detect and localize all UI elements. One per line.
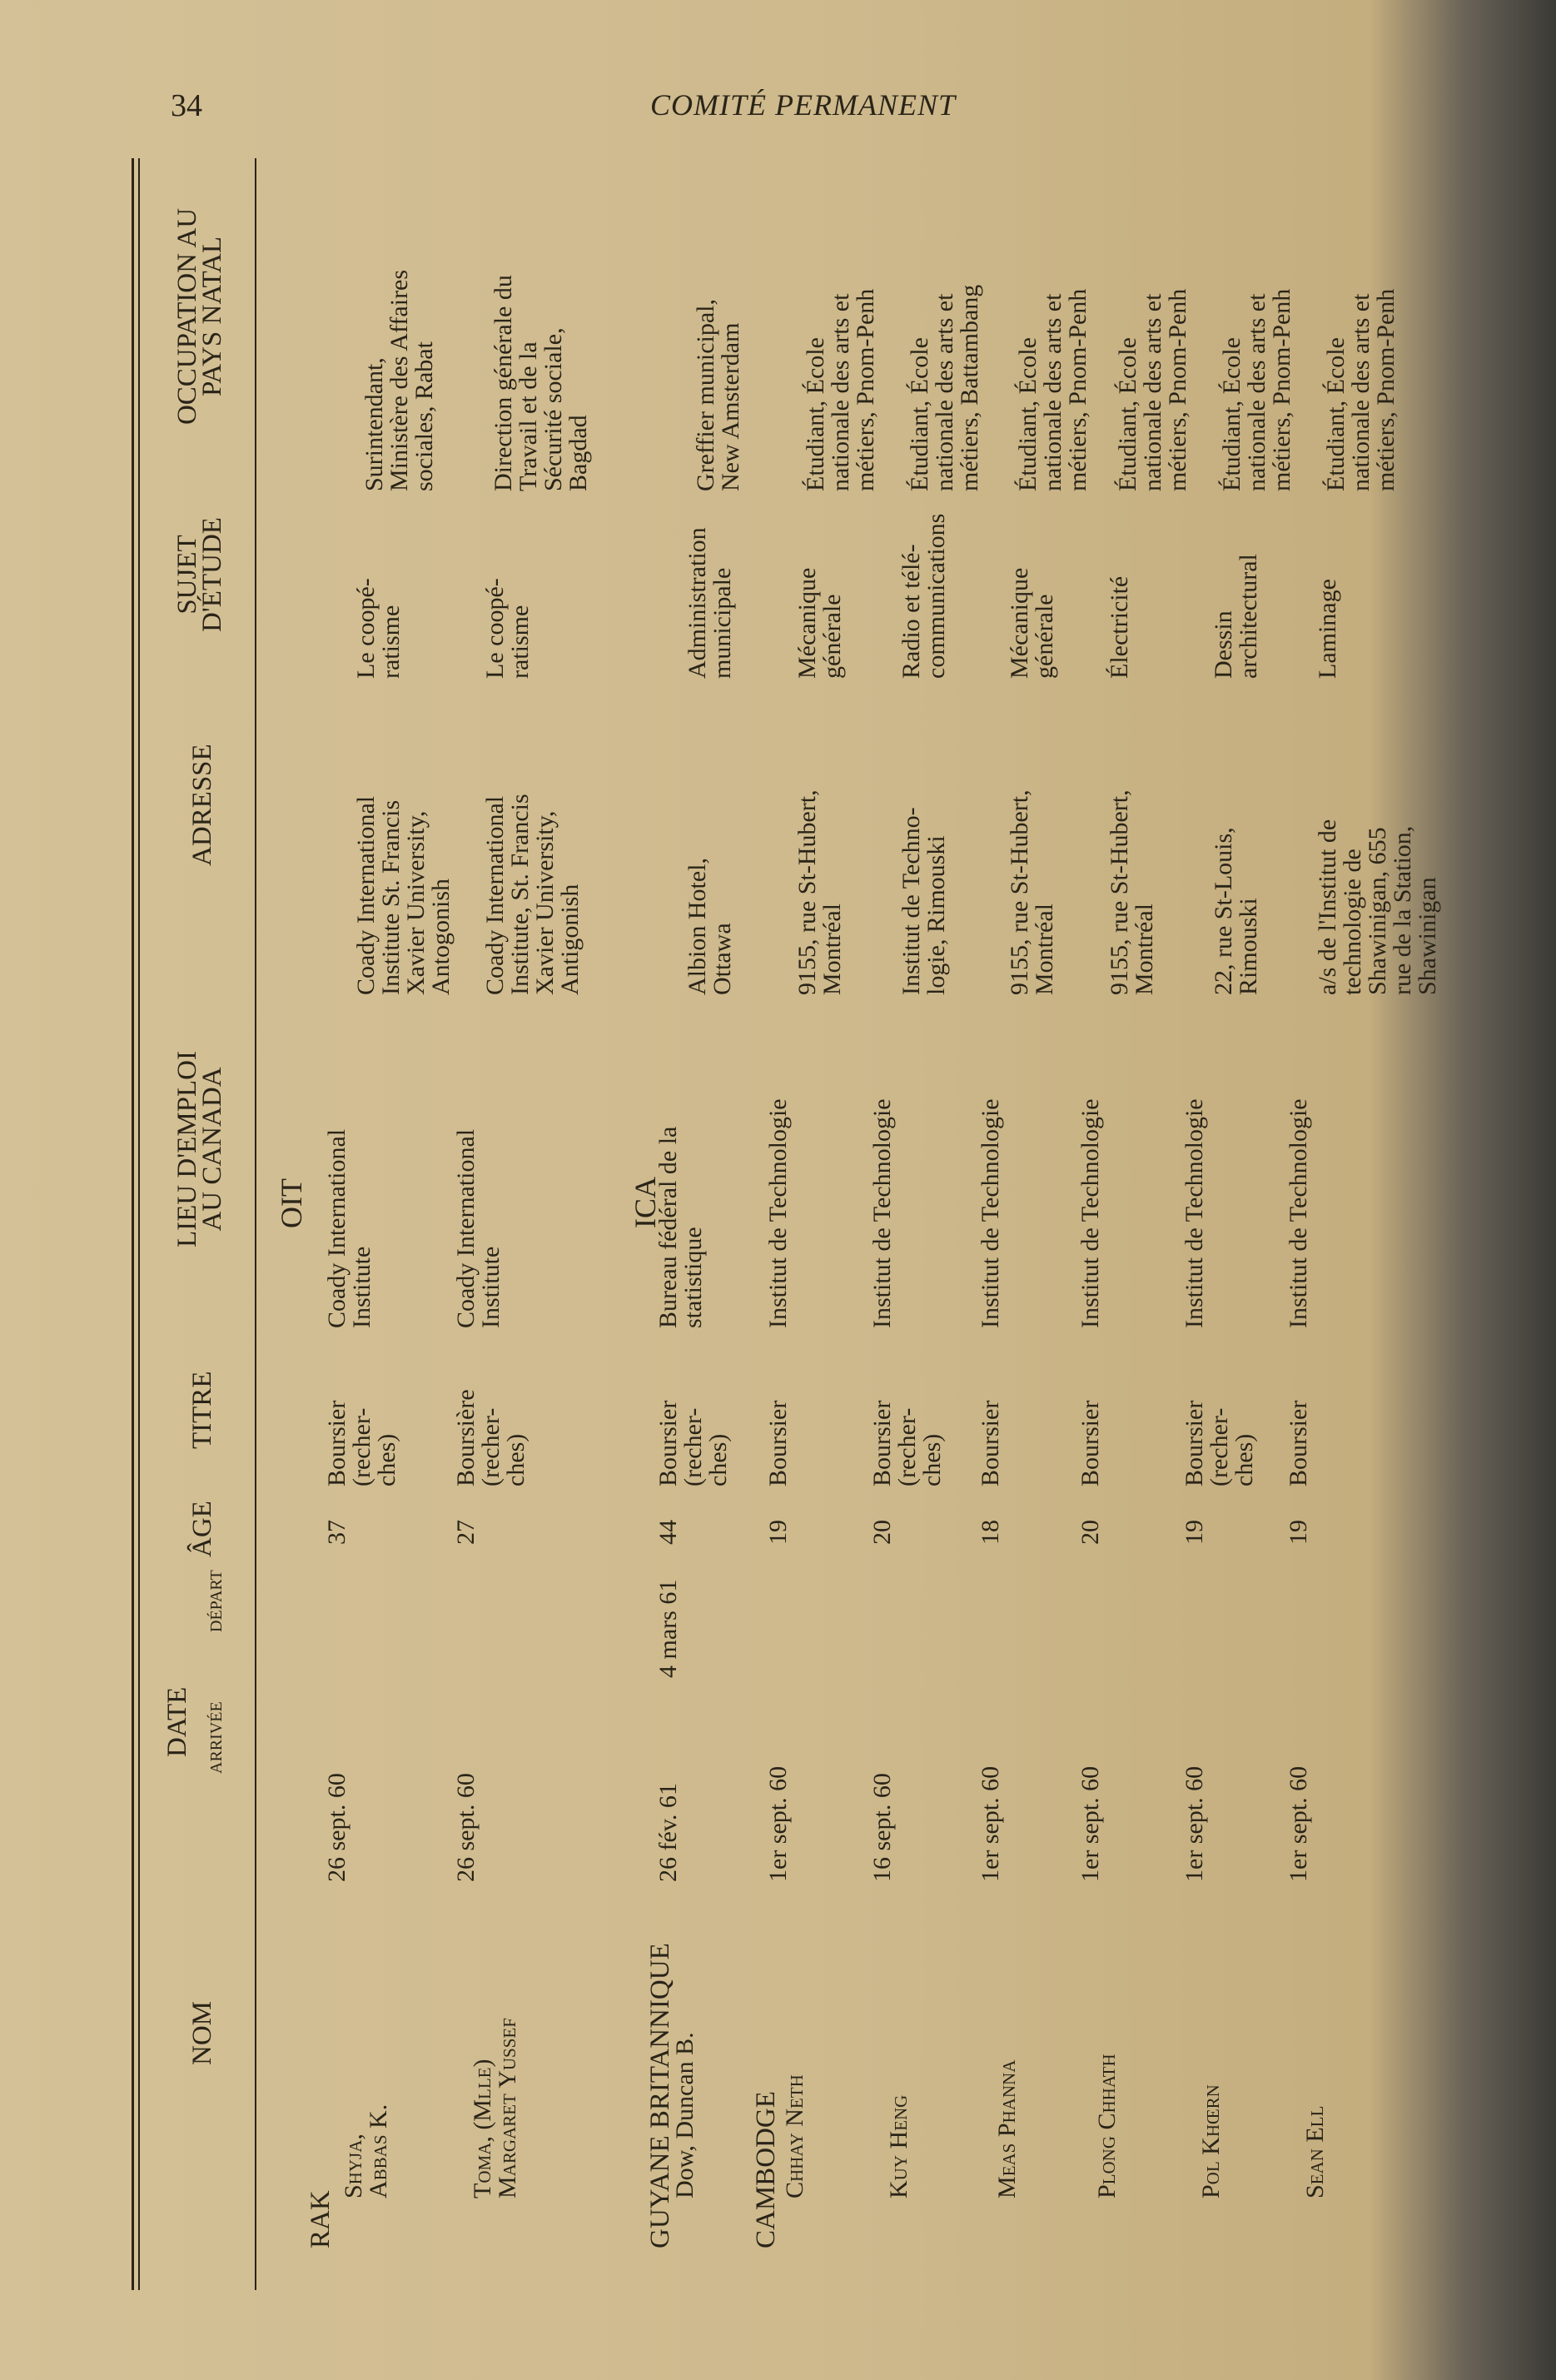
row-3-titre xyxy=(766,1401,791,1486)
row-0-adresse-line: Institute St. Francis xyxy=(377,799,405,995)
row-5-adresse-line: Montréal xyxy=(1031,904,1058,995)
row-5-sujet-line: générale xyxy=(1031,594,1058,679)
row-6-titre xyxy=(1078,1401,1103,1486)
header-adresse xyxy=(187,744,217,866)
row-1-occupation xyxy=(491,275,591,491)
row-7-lieu-line: Institut de Technologie xyxy=(1181,1098,1208,1328)
row-0-lieu-line: Institute xyxy=(348,1246,375,1328)
row-1-occupation-line: Travail et de la xyxy=(515,341,542,491)
row-1-sujet-line: Le coopé- xyxy=(481,578,509,679)
row-3-occupation xyxy=(803,289,878,491)
row-1-lieu-line: Coady International xyxy=(452,1128,480,1328)
row-1-titre xyxy=(454,1389,529,1486)
row-7-nom xyxy=(1199,2084,1224,2198)
row-2-titre xyxy=(656,1401,731,1486)
row-0-sujet-line: ratisme xyxy=(377,605,405,679)
row-6-nom xyxy=(1095,2054,1120,2198)
header-depart-line: DÉPART xyxy=(207,1570,226,1632)
row-8-adresse-line: Shawinigan xyxy=(1414,877,1441,995)
row-5-titre-line: Boursier xyxy=(977,1400,1004,1486)
row-6-adresse-line: Montréal xyxy=(1131,904,1158,995)
row-7-adresse-line: Rimouski xyxy=(1235,898,1262,995)
row-5-adresse xyxy=(1007,789,1057,995)
row-7-occupation-line: nationale des arts et xyxy=(1243,293,1270,491)
row-1-occupation-line: Bagdad xyxy=(564,415,592,491)
row-5-occupation xyxy=(1016,289,1091,491)
row-0-nom-line: Abbas K. xyxy=(365,2104,392,2198)
row-3-nom xyxy=(783,2074,808,2198)
row-2-occupation-line: Greffier municipal, xyxy=(692,298,719,491)
row-4-sujet-line: communications xyxy=(922,513,950,679)
table-top-rule-1 xyxy=(132,158,134,2290)
row-8-nom-line: Sean Ell xyxy=(1301,2105,1329,2198)
row-2-sujet xyxy=(685,527,735,679)
row-0-nom-line: Shyja, xyxy=(340,2134,367,2198)
row-3-lieu xyxy=(766,1098,791,1328)
header-nom-line: NOM xyxy=(187,2000,217,2065)
row-2-occupation-line: New Amsterdam xyxy=(717,322,744,491)
row-6-age-line: 20 xyxy=(1076,1520,1104,1545)
row-2-titre-line: (recher- xyxy=(679,1407,707,1486)
row-3-nom-line: Chhay Neth xyxy=(781,2074,808,2198)
row-8-adresse xyxy=(1315,819,1440,995)
row-0-adresse-line: Antogonish xyxy=(427,878,455,995)
row-2-sujet-line: Administration xyxy=(684,527,711,679)
row-1-titre-line: ches) xyxy=(502,1433,529,1486)
row-4-occupation-line: Étudiant, École xyxy=(906,337,933,491)
row-6-lieu-line: Institut de Technologie xyxy=(1076,1098,1104,1328)
row-2-age-line: 44 xyxy=(654,1520,682,1545)
row-2-lieu xyxy=(656,1127,706,1328)
running-head xyxy=(0,87,1556,122)
row-8-adresse-line: technologie de xyxy=(1339,849,1366,995)
row-8-adresse-line: rue de la Station, xyxy=(1389,825,1416,995)
row-0-titre xyxy=(325,1401,400,1486)
header-age-line: ÂGE xyxy=(187,1501,217,1557)
row-0-sujet-line: Le coopé- xyxy=(352,578,380,679)
running-head-text: COMITÉ PERMANENT xyxy=(650,88,956,122)
row-6-occupation-line: nationale des arts et xyxy=(1139,293,1166,491)
row-1-adresse-line: Antigonish xyxy=(556,884,584,995)
row-2-depart xyxy=(656,1580,681,1678)
header-nom xyxy=(187,2000,217,2065)
row-8-sujet xyxy=(1315,579,1340,679)
row-2-depart-line: 4 mars 61 xyxy=(654,1579,682,1678)
header-sujet-line: D'ÉTUDE xyxy=(197,517,227,632)
row-6-arrivee-line: 1er sept. 60 xyxy=(1076,1765,1104,1882)
row-4-titre-line: (recher- xyxy=(893,1407,921,1486)
row-7-age xyxy=(1182,1520,1207,1545)
row-1-occupation-line: Direction générale du xyxy=(490,275,517,491)
row-8-lieu xyxy=(1286,1098,1311,1328)
row-6-lieu xyxy=(1078,1098,1103,1328)
header-lieu-line: LIEU D'EMPLOI xyxy=(172,1051,202,1247)
row-7-arrivee xyxy=(1182,1766,1207,1882)
row-1-nom xyxy=(470,2018,520,2198)
row-8-age xyxy=(1286,1520,1311,1545)
row-1-adresse xyxy=(483,794,583,995)
row-0-adresse xyxy=(354,796,454,995)
header-lieu-line: AU CANADA xyxy=(197,1067,227,1232)
row-7-age-line: 19 xyxy=(1181,1520,1208,1545)
row-3-adresse xyxy=(795,789,845,995)
row-1-age xyxy=(454,1520,479,1545)
row-4-adresse-line: Institut de Techno- xyxy=(897,807,925,995)
row-4-adresse-line: logie, Rimouski xyxy=(922,835,950,995)
row-2-adresse xyxy=(685,858,735,995)
row-7-sujet-line: Dessin xyxy=(1210,610,1237,679)
row-5-adresse-line: 9155, rue St-Hubert, xyxy=(1006,789,1033,995)
row-6-occupation-line: métiers, Pnom-Penh xyxy=(1164,288,1191,491)
row-0-nom xyxy=(341,2104,391,2198)
row-6-age xyxy=(1078,1520,1103,1545)
row-0-titre-line: Boursier xyxy=(323,1400,350,1486)
row-2-occupation xyxy=(693,299,743,491)
row-3-age-line: 19 xyxy=(764,1520,792,1545)
row-3-sujet xyxy=(795,568,845,679)
row-5-lieu-line: Institut de Technologie xyxy=(977,1098,1004,1328)
row-7-sujet xyxy=(1211,554,1261,679)
row-6-arrivee xyxy=(1078,1766,1103,1882)
row-5-occupation-line: métiers, Pnom-Penh xyxy=(1064,288,1091,491)
row-4-age xyxy=(870,1520,895,1545)
row-4-nom xyxy=(887,2095,912,2198)
row-4-lieu-line: Institut de Technologie xyxy=(868,1098,896,1328)
row-6-nom-line: Plong Chhath xyxy=(1093,2054,1121,2198)
row-3-adresse-line: 9155, rue St-Hubert, xyxy=(793,789,821,995)
header-age xyxy=(187,1501,217,1557)
row-5-lieu xyxy=(978,1098,1003,1328)
row-8-adresse-line: a/s de l'Institut de xyxy=(1314,819,1341,995)
row-5-arrivee-line: 1er sept. 60 xyxy=(977,1765,1004,1882)
row-7-adresse-line: 22, rue St-Louis, xyxy=(1210,827,1237,995)
header-sujet-line: SUJET xyxy=(172,535,202,615)
row-4-sujet xyxy=(899,514,949,679)
section-oit xyxy=(275,1178,308,1228)
row-8-titre xyxy=(1286,1401,1311,1486)
row-4-occupation-line: métiers, Battambang xyxy=(956,284,983,491)
row-4-titre-line: ches) xyxy=(918,1433,946,1486)
header-lieu xyxy=(172,1012,227,1287)
row-1-adresse-line: Institute, St. Francis xyxy=(506,794,534,995)
row-8-occupation-line: Étudiant, École xyxy=(1322,337,1350,491)
row-1-arrivee-line: 26 sept. 60 xyxy=(452,1773,480,1882)
row-7-nom-line: Pol Khœrn xyxy=(1197,2084,1225,2198)
row-0-lieu xyxy=(325,1129,375,1328)
row-8-nom xyxy=(1303,2106,1328,2198)
row-8-occupation xyxy=(1324,289,1399,491)
row-0-occupation-line: Ministère des Affaires xyxy=(385,269,413,491)
row-6-occupation xyxy=(1116,289,1191,491)
row-5-nom-line: Meas Phanna xyxy=(993,2059,1021,2198)
row-7-lieu xyxy=(1182,1098,1207,1328)
row-6-sujet-line: Électricité xyxy=(1106,575,1133,679)
row-1-nom-line: Margaret Yussef xyxy=(494,2018,521,2198)
section-guyane-line: GUYANE BRITANNIQUE xyxy=(645,1943,675,2248)
header-titre xyxy=(187,1371,217,1449)
row-2-lieu-line: statistique xyxy=(679,1227,707,1328)
row-0-adresse-line: Xavier University, xyxy=(402,810,430,995)
row-1-occupation-line: Sécurité sociale, xyxy=(539,327,567,491)
row-7-titre-line: (recher- xyxy=(1206,1407,1233,1486)
row-7-sujet-line: architectural xyxy=(1235,554,1262,679)
row-0-arrivee-line: 26 sept. 60 xyxy=(323,1773,350,1882)
row-8-occupation-line: nationale des arts et xyxy=(1347,293,1375,491)
row-8-arrivee-line: 1er sept. 60 xyxy=(1285,1765,1312,1882)
row-3-sujet-line: générale xyxy=(818,594,846,679)
row-6-adresse-line: 9155, rue St-Hubert, xyxy=(1106,789,1133,995)
section-irak-line: RAK xyxy=(306,2190,336,2248)
row-5-titre xyxy=(978,1401,1003,1486)
row-2-adresse-line: Ottawa xyxy=(708,923,736,995)
row-2-arrivee xyxy=(656,1783,681,1882)
section-guyane xyxy=(645,1943,675,2248)
row-8-sujet-line: Laminage xyxy=(1314,579,1341,679)
row-0-occupation xyxy=(362,270,437,491)
row-1-titre-line: Boursière xyxy=(452,1389,480,1486)
row-5-age xyxy=(978,1520,1003,1545)
row-4-occupation xyxy=(907,285,982,491)
row-7-titre xyxy=(1182,1401,1257,1486)
page-number: 34 xyxy=(171,88,202,123)
row-3-occupation-line: Étudiant, École xyxy=(802,337,829,491)
row-2-nom xyxy=(673,2032,698,2198)
row-7-occupation xyxy=(1220,289,1295,491)
row-4-adresse xyxy=(899,807,949,995)
row-2-arrivee-line: 26 fév. 61 xyxy=(654,1783,682,1882)
row-1-adresse-line: Xavier University, xyxy=(531,810,559,995)
header-adresse-line: ADRESSE xyxy=(187,744,217,866)
row-7-arrivee-line: 1er sept. 60 xyxy=(1181,1765,1208,1882)
row-4-titre xyxy=(870,1401,945,1486)
row-6-titre-line: Boursier xyxy=(1076,1400,1104,1486)
row-8-occupation-line: métiers, Pnom-Penh xyxy=(1372,288,1399,491)
row-2-lieu-line: Bureau fédéral de la xyxy=(654,1126,682,1328)
row-3-occupation-line: nationale des arts et xyxy=(827,293,854,491)
row-5-occupation-line: Étudiant, École xyxy=(1014,337,1041,491)
section-cambodge xyxy=(751,2091,781,2248)
row-4-nom-line: Kuy Heng xyxy=(885,2094,912,2198)
row-3-lieu-line: Institut de Technologie xyxy=(764,1098,792,1328)
row-6-occupation-line: Étudiant, École xyxy=(1114,337,1141,491)
row-2-sujet-line: municipale xyxy=(708,567,736,679)
row-5-age-line: 18 xyxy=(977,1520,1004,1545)
header-titre-line: TITRE xyxy=(187,1371,217,1449)
row-7-occupation-line: métiers, Pnom-Penh xyxy=(1268,288,1295,491)
section-cambodge-line: CAMBODGE xyxy=(751,2091,781,2248)
row-8-arrivee xyxy=(1286,1766,1311,1882)
header-arrivee-line: ARRIVÉE xyxy=(207,1701,226,1774)
header-arrivee xyxy=(204,1701,229,1774)
row-0-age-line: 37 xyxy=(323,1520,350,1545)
row-2-adresse-line: Albion Hotel, xyxy=(684,858,711,995)
row-1-lieu-line: Institute xyxy=(477,1246,505,1328)
row-2-age xyxy=(656,1520,681,1545)
row-0-titre-line: ches) xyxy=(373,1433,400,1486)
row-5-sujet-line: Mécanique xyxy=(1006,567,1033,679)
header-occupation-line: PAYS NATAL xyxy=(197,236,227,397)
header-depart xyxy=(204,1570,229,1632)
row-0-adresse-line: Coady International xyxy=(352,795,380,995)
row-2-nom-line: Dow, Duncan B. xyxy=(671,2032,698,2198)
row-3-age xyxy=(766,1520,791,1545)
row-0-titre-line: (recher- xyxy=(348,1407,375,1486)
row-4-age-line: 20 xyxy=(868,1520,896,1545)
row-7-adresse xyxy=(1211,827,1261,995)
row-0-occupation-line: sociales, Rabat xyxy=(410,341,438,491)
row-7-occupation-line: Étudiant, École xyxy=(1218,337,1245,491)
row-1-arrivee xyxy=(454,1773,479,1882)
row-4-lieu xyxy=(870,1098,895,1328)
row-4-occupation-line: nationale des arts et xyxy=(931,293,958,491)
header-divider-rule xyxy=(255,158,256,2290)
row-4-arrivee-line: 16 sept. 60 xyxy=(868,1773,896,1882)
row-5-sujet xyxy=(1007,568,1057,679)
row-0-occupation-line: Surintendant, xyxy=(360,357,388,491)
row-4-arrivee xyxy=(870,1773,895,1882)
row-3-arrivee xyxy=(766,1766,791,1882)
row-7-titre-line: Boursier xyxy=(1181,1400,1208,1486)
row-1-nom-line: Toma, (Mlle) xyxy=(469,2059,496,2198)
header-occupation-line: OCCUPATION AU xyxy=(172,207,202,426)
row-1-adresse-line: Coady International xyxy=(481,795,509,995)
row-1-titre-line: (recher- xyxy=(477,1407,505,1486)
section-oit-line: OIT xyxy=(275,1178,308,1228)
row-3-sujet-line: Mécanique xyxy=(793,567,821,679)
row-8-titre-line: Boursier xyxy=(1285,1400,1312,1486)
row-2-titre-line: Boursier xyxy=(654,1400,682,1486)
row-3-adresse-line: Montréal xyxy=(818,904,846,995)
header-sujet xyxy=(172,491,227,658)
header-date-line: DATE xyxy=(162,1686,192,1757)
row-7-titre-line: ches) xyxy=(1230,1433,1258,1486)
row-3-occupation-line: métiers, Pnom-Penh xyxy=(852,288,879,491)
row-6-sujet xyxy=(1107,576,1132,679)
row-3-titre-line: Boursier xyxy=(764,1400,792,1486)
row-2-titre-line: ches) xyxy=(704,1433,732,1486)
row-1-age-line: 27 xyxy=(452,1520,480,1545)
row-0-sujet xyxy=(354,578,404,679)
row-5-occupation-line: nationale des arts et xyxy=(1039,293,1066,491)
row-1-sujet-line: ratisme xyxy=(506,605,534,679)
section-irak xyxy=(306,2190,336,2248)
row-4-sujet-line: Radio et télé- xyxy=(897,544,925,679)
row-8-lieu-line: Institut de Technologie xyxy=(1285,1098,1312,1328)
row-5-arrivee xyxy=(978,1766,1003,1882)
header-occupation xyxy=(172,171,227,462)
row-3-arrivee-line: 1er sept. 60 xyxy=(764,1765,792,1882)
row-0-lieu-line: Coady International xyxy=(323,1128,350,1328)
header-date xyxy=(162,1686,192,1757)
row-6-adresse xyxy=(1107,789,1157,995)
row-8-adresse-line: Shawinigan, 655 xyxy=(1364,827,1391,995)
row-1-sujet xyxy=(483,578,533,679)
row-0-age xyxy=(325,1520,350,1545)
row-0-arrivee xyxy=(325,1773,350,1882)
row-4-titre-line: Boursier xyxy=(868,1400,896,1486)
row-1-lieu xyxy=(454,1129,504,1328)
row-5-nom xyxy=(995,2060,1020,2198)
table-top-rule-2 xyxy=(138,158,140,2290)
row-8-age-line: 19 xyxy=(1285,1520,1312,1545)
section-ica-line: ICA xyxy=(629,1177,662,1228)
